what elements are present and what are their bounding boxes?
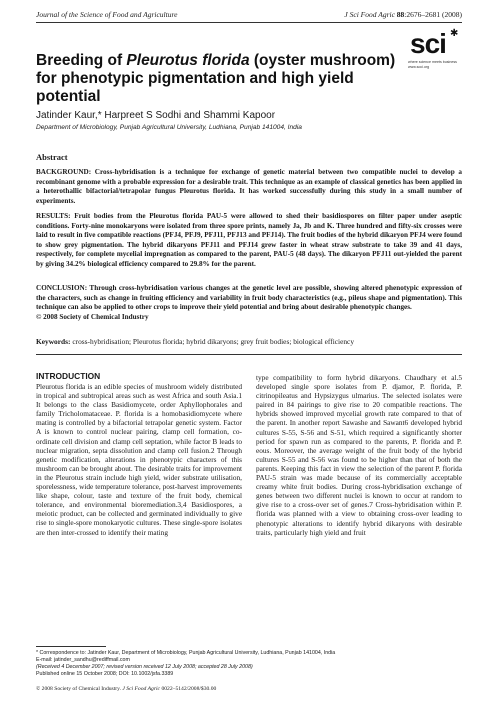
abstract-conclusion: [36, 284, 462, 313]
introduction-heading: INTRODUCTION: [36, 371, 101, 381]
abstract-results-label: RESULTS:: [36, 212, 71, 220]
keywords: [36, 337, 462, 346]
introduction-column-left: [36, 382, 242, 537]
keywords-label: Keywords:: [36, 337, 71, 346]
introduction-paragraph-right: type compatibility to form hybrid dikaryons. Chaudhary et al.5 developed single spore isolates from P. djamor, P. florida, P. citrinopileatus and Hypsizygus ulmarius. The selected isolates were paired in 84 pairings to give rise to 20 compatible reactions. The hybrids showed improved mycelial growth rate compared to that of the parent. In another report Sawashe and Sawant6 developed hybrid cultures S-55, S-56 and S-51, which required a significantly shorter period for spawn run as compared to the parents, P. florida and P. eous. Moreover, the average weight of the fruit body of the hybrid cultures S-55 and S-56 was found to be higher than that of both the parents. Keeping this fact in view the selection of the parent P. florida PAU-5 strain was made because of its commercially acceptable creamy white fruit bodies. During cross-hybridisation exchange of genes between two different nuclei is known to occur at random to give rise to a cross-over set of genes.7 Cross-hybridisation within P. florida was planned with a view to obtaining cross-over leading to phenotypic alterations to identify hybrid dikaryons with desirable traits, particularly high yield and fruit: [256, 373, 462, 537]
abstract-conclusion-text: Through cross-hybridisation various changes at the genetic level are possible, showing altered phenotypic expression of the characters, such as change in fruiting efficiency and variability in fruit body characteristics (e.g., pileus shape and pigmentation). This technique can also be applied to other crops to improve their yield potential and bring about desirable phenotypic changes.: [36, 284, 462, 312]
introduction-paragraph-left: Pleurotus florida is an edible species of mushroom widely distributed in tropical and subtropical areas such as west Africa and south Asia.1 It belongs to the class Basidiomycete, order Aphyllophorales and family Tricholomataceae. P. florida is a homobasidiomycete where mating is controlled by a bifactorial tetrapolar genetic system. Factor A is known to control nuclear pairing, clamp cell formation, co-ordinate cell division and clamp cell septation, while factor B leads to nuclear migration, septa dissolution and clamp cell fusion.2 Through genetic modification, alterations in phenotypic characters of this mushroom can be brought about. The desirable traits for improvement in the Pleurotus strain include high yield, wider substrate utilisation, sporelessness, wide temperature tolerance, post-harvest improvements like shape, colour, taste and texture of the fruit body, chemical tolerance, and environmental bioremediation.3,4 Basidiospores, a meiotic product, can be collected and germinated individually to give rise to single-spore monokaryotic cultures. These single-spore isolates are then inter-crossed to identify their mating: [36, 382, 242, 537]
introduction-column-right: [256, 373, 462, 537]
abstract-conclusion-label: CONCLUSION:: [36, 284, 88, 292]
keywords-rule: [36, 354, 462, 355]
title-species: Pleurotus florida: [126, 52, 250, 69]
header-rule: [36, 22, 462, 23]
title-part-2: (oyster mushroom) for phenotypic pigmentation and high yield potential: [36, 52, 396, 105]
sci-logo: [406, 30, 462, 72]
footnote-published: Published online 15 October 2008; DOI: 10.1002/jsfa.3389: [36, 671, 174, 677]
abstract-results: [36, 212, 462, 270]
logo-tagline: where science meets business: [408, 60, 457, 64]
citation: [344, 10, 462, 19]
bottom-copyright-suffix: 0022–5142/2008/$30.00: [161, 686, 217, 692]
title-part-1: Breeding of: [36, 52, 127, 69]
article-title: [36, 52, 396, 106]
keywords-text: cross-hybridisation; Pleurotus florida; hybrid dikaryons; grey fruit bodies; biological efficiency: [72, 337, 355, 346]
bottom-copyright-journal: J Sci Food Agric: [122, 686, 161, 692]
logo-url: www.soci.org: [408, 65, 430, 69]
bottom-copyright-prefix: © 2008 Society of Chemical Industry.: [36, 686, 121, 692]
journal-name: Journal of the Science of Food and Agriculture: [36, 10, 178, 19]
abstract-results-text: Fruit bodies from the Pleurotus florida PAU-5 were allowed to shed their basidiospores on filter paper under aseptic conditions. Forty-nine monokaryons were isolated from three spore prints, namely Ja, Jb and K. Three hundred and fifty-six crosses were laid to result in five compatible reactions (PFJ4, PFJ9, PFJ11, PFJ13 and PFJ14). The fruit bodies of the hybrid dikaryon PFJ4 were found to show grey pigmentation. The hybrid dikaryons PFJ11 and PFJ14 grew faster in wheat straw substrate to take 39 and 41 days, respectively, for complete mycelial impregnation as compared to the parent, PAU-5 (48 days). The dikaryon PFJ11 out-yielded the parent by giving 34.2% biological efficiency compared to 29.8% for the parent.: [36, 212, 462, 268]
footnote-email: E-mail: jatinder_sandhu@rediffmail.com: [36, 657, 130, 663]
abstract-background-text: Cross-hybridisation is a technique for exchange of genetic material between two compatible nuclei to develop a recombinant genome with a probable expression for a desirable trait. This technique as an example of classical genetics has been applied in a heterothallic bifactorial/tetrapolar fungus Pleurotus florida. It has worked successfully during this study in a small number of experiments.: [36, 168, 462, 205]
logo-wordmark: sci: [410, 28, 446, 59]
footnote-rule: [36, 646, 106, 647]
abstract-background: [36, 168, 462, 206]
footnote-received: (Received 4 December 2007; revised version received 12 July 2008; accepted 28 July 2008): [36, 664, 253, 670]
footnote-correspondence: * Correspondence to: Jatinder Kaur, Department of Microbiology, Punjab Agricultural University, Ludhiana, Punjab 141004, India: [36, 650, 336, 656]
abstract-background-label: BACKGROUND:: [36, 168, 92, 176]
citation-volume: 88: [396, 10, 405, 19]
affiliation: Department of Microbiology, Punjab Agricultural University, Ludhiana, Punjab 141004, India: [36, 124, 302, 131]
citation-pages: :2676–2681 (2008): [404, 10, 462, 19]
abstract-heading: Abstract: [36, 152, 68, 162]
bottom-copyright: [36, 686, 216, 692]
citation-journal: J Sci Food Agric: [344, 10, 395, 19]
authors: Jatinder Kaur,* Harpreet S Sodhi and Shammi Kapoor: [36, 110, 276, 121]
abstract-copyright: © 2008 Society of Chemical Industry: [36, 313, 149, 321]
logo-star-icon: ✱: [450, 28, 459, 39]
